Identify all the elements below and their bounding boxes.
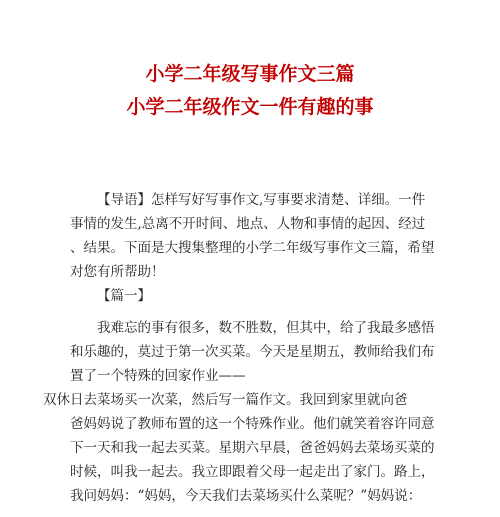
body-paragraph (43, 316, 500, 508)
intro-line: 对您有所帮助！ (70, 264, 165, 280)
body-line: 双休日去菜场买一次菜，然后写一篇作文。我回到家里就向爸 (43, 392, 408, 408)
document-subtitle: 小学二年级作文一件有趣的事 (126, 96, 374, 118)
section-heading-block (70, 284, 500, 308)
intro-paragraph (70, 188, 500, 284)
body-line: 置了一个特殊的回家作业—— (70, 368, 246, 384)
document-title: 小学二年级写事作文三篇 (145, 63, 355, 85)
intro-line: 、结果。下面是大搜集整理的小学二年级写事作文三篇，希望 (70, 240, 435, 256)
body-line: 我难忘的事有很多，数不胜数，但其中，给了我最多感悟 (97, 320, 435, 336)
intro-line: 事情的发生,总离不开时间、地点、人物和事情的起因、经过 (70, 216, 426, 232)
body-line: 下一天和我一起去买菜。星期六早晨，爸爸妈妈去菜场买菜的 (70, 440, 435, 456)
intro-line: 【导语】怎样写好写事作文,写事要求清楚、详细。一件 (97, 192, 426, 208)
body-line: 时候，叫我一起去。我立即跟着父母一起走出了家门。路上， (70, 464, 435, 480)
body-line: 我问妈妈：“妈妈，今天我们去菜场买什么菜呢？”妈妈说： (70, 488, 422, 504)
body-line: 爸妈妈说了教师布置的这一个特殊作业。他们就笑着容许同意 (70, 416, 435, 432)
body-line: 和乐趣的，莫过于第一次买菜。今天是星期五，教师给我们布 (70, 344, 435, 360)
section-heading: 【篇一】 (97, 288, 151, 304)
